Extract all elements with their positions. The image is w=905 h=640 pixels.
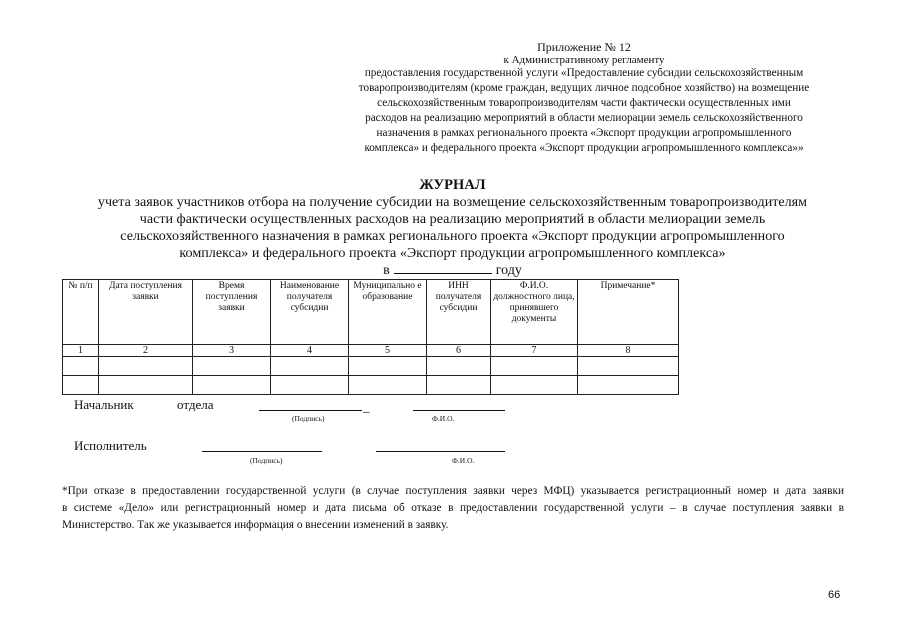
table-cell (491, 376, 578, 395)
page-number: 66 (828, 589, 841, 601)
executor-name-line (376, 451, 505, 452)
column-number: 8 (578, 345, 679, 357)
appendix-header (316, 41, 852, 156)
head-name-caption: Ф.И.О. (432, 414, 455, 423)
head-name-line (413, 410, 505, 411)
column-number: 4 (271, 345, 349, 357)
appendix-line: товаропроизводителям (кроме граждан, ведущих личное подсобное хозяйство) на возмещение (358, 82, 810, 94)
appendix-number: Приложение № 12 (537, 40, 631, 54)
column-number: 6 (427, 345, 491, 357)
head-signature-caption: (Подпись) (292, 414, 325, 423)
appendix-line: сельскохозяйственным товаропроизводителям части фактически осуществленных ими (377, 97, 791, 109)
journal-table (62, 279, 679, 395)
journal-subtitle-line: комплекса» и федерального проекта «Экспорт продукции агропромышленного комплекса» (179, 245, 726, 261)
table-cell (349, 357, 427, 376)
header-cell-municipality: Муниципально е образование (349, 280, 427, 345)
head-signature-line (259, 410, 362, 411)
column-number: 5 (349, 345, 427, 357)
executor-signature-caption: (Подпись) (250, 456, 283, 465)
header-cell-note: Примечание* (578, 280, 679, 345)
table-cell (99, 376, 193, 395)
column-number: 3 (193, 345, 271, 357)
table-cell (271, 357, 349, 376)
table-cell (63, 376, 99, 395)
footnote (62, 483, 844, 534)
footnote-line: *При отказе в предоставлении государственной услуги (в случае поступления заявки через МФЦ) указывается регистрационный номер и дата заявки (62, 485, 844, 497)
header-cell-time: Время поступления заявки (193, 280, 271, 345)
year-suffix: году (495, 263, 522, 278)
table-header-row (63, 280, 679, 345)
journal-subtitle-line: части фактически осуществленных расходов на реализацию мероприятий в области мелиорации земель (139, 211, 766, 227)
journal-year-line (0, 262, 905, 278)
head-label: Начальник (74, 397, 134, 412)
footnote-line: в системе «Дело» или регистрационный номер и дата письма об отказе в предоставлении государственной услуги – в случае поступления заявки в (62, 502, 844, 514)
journal-subtitle-line: сельскохозяйственного назначения в рамках регионального проекта «Экспорт продукции агропромышленного (120, 228, 785, 244)
header-cell-official: Ф.И.О. должностного лица, принявшего документы (491, 280, 578, 345)
column-number: 1 (63, 345, 99, 357)
column-number: 2 (99, 345, 193, 357)
table-row (63, 357, 679, 376)
appendix-line: назначения в рамках регионального проекта «Экспорт продукции агропромышленного (376, 127, 792, 139)
executor-label: Исполнитель (74, 438, 147, 453)
footnote-line: Министерство. Так же указывается информация о внесении изменений в заявку. (62, 519, 449, 531)
appendix-reference: к Административному регламенту (503, 54, 665, 66)
head-dept-label: отдела (177, 397, 214, 412)
appendix-line: комплекса» и федерального проекта «Экспорт продукции агропромышленного комплекса»» (364, 142, 804, 154)
header-cell-recipient: Наименование получателя субсидии (271, 280, 349, 345)
table-row (63, 376, 679, 395)
journal-subtitle-line: учета заявок участников отбора на получение субсидии на возмещение сельскохозяйственным товаропроизводителям (97, 194, 808, 210)
year-blank (394, 262, 492, 274)
table-cell (193, 376, 271, 395)
appendix-line: расходов на реализацию мероприятий в области мелиорации земель сельскохозяйственного (365, 112, 803, 124)
journal-title: ЖУРНАЛ (419, 177, 486, 193)
table-cell (491, 357, 578, 376)
table-cell (193, 357, 271, 376)
column-number: 7 (491, 345, 578, 357)
table-cell (427, 357, 491, 376)
executor-name-caption: Ф.И.О. (452, 456, 475, 465)
year-prefix: в (383, 263, 390, 278)
header-cell-number: № п/п (63, 280, 99, 345)
table-cell (578, 376, 679, 395)
table-cell (99, 357, 193, 376)
head-dash: _ (363, 399, 370, 414)
appendix-line: предоставления государственной услуги «Предоставление субсидии сельскохозяйственным (364, 67, 804, 79)
table-cell (349, 376, 427, 395)
executor-signature-line (202, 451, 322, 452)
table-number-row (63, 345, 679, 357)
header-cell-inn: ИНН получателя субсидии (427, 280, 491, 345)
table-cell (271, 376, 349, 395)
header-cell-date: Дата поступления заявки (99, 280, 193, 345)
table-cell (63, 357, 99, 376)
table-cell (578, 357, 679, 376)
table-cell (427, 376, 491, 395)
journal-heading (0, 177, 905, 278)
